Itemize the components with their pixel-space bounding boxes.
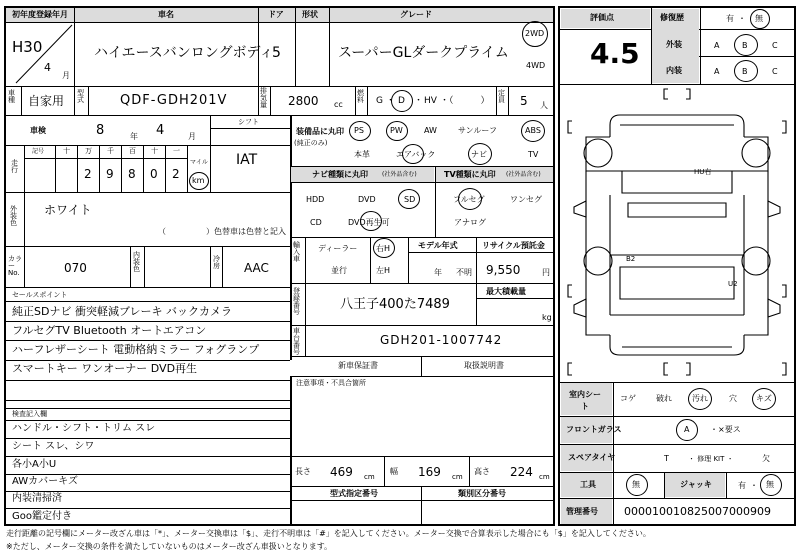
inspector-label: 検査記入欄 [12,410,47,418]
car-name-value: ハイエースバンロングボディ [94,45,274,61]
nav-hdd: HDD [306,195,325,204]
interior-a: A [714,67,720,76]
model-label: 型式 [77,89,84,104]
fuel-hv-paren: ・（ ） [440,96,490,106]
mile-label: マイル [190,159,208,166]
grade-value: スーパーGLダークプライム [338,45,509,61]
capacity-unit: 人 [540,101,548,110]
nav-sd: SD [404,195,416,204]
model-year-unit: 年 [434,268,442,277]
glass-a: A [684,425,690,434]
import-label: 輸入車 [293,241,300,263]
exterior-b: B [742,41,748,50]
height-cm: cm [539,473,550,481]
mileage-header-4: 百 [129,147,136,155]
displacement-value: 2800 [288,94,319,108]
score-label: 評価点 [590,13,614,22]
equip-leather: 本革 [354,150,370,159]
tv-fullseg: フルセグ [453,195,485,204]
repair-yes: 有 [726,14,734,23]
glass-label: フロントガラス [566,425,622,434]
inspection-year-unit: 年 [130,132,138,141]
door-label: ドア [268,10,284,19]
nav-type-sub: (社外品含む) [382,171,417,178]
length-cm: cm [364,473,375,481]
left-h: 左H [376,266,391,275]
seat-label: 室内シート [569,390,601,411]
repair-label: 修復歴 [660,13,684,22]
width-value: 169 [418,465,441,479]
km-label: km [192,176,205,185]
ac-label: 冷房 [213,255,220,270]
diagram-mark-hu: HU右 [694,168,712,176]
seat-scratch: キズ [756,394,772,403]
seat-tear: 破れ [656,394,672,403]
selling-points-label: セールスポイント [12,291,68,299]
selling-point-2: フルセグTV Bluetooth オートエアコン [12,324,207,337]
fuel-dot2: ・ [414,96,424,106]
mileage-header-sym: 記号 [32,148,45,155]
cc-unit: cc [334,100,343,109]
mileage-header-2: 万 [85,147,92,155]
ac-value: AAC [244,261,269,275]
tv-type-sub: (社外品含む) [506,171,541,178]
color-label: 外装色 [10,205,17,227]
recycle-value: 9,550 [486,263,521,277]
color-no-value: 070 [64,261,87,275]
width-cm: cm [452,473,463,481]
repair-no: 無 [755,14,763,23]
jack-yes: 有 [738,481,746,490]
equip-pw: PW [390,126,403,135]
chassis-value: GDH201-1007742 [380,333,503,347]
mileage-digit-1: 2 [84,167,92,181]
inspector-line-5: 内装清掃済 [12,493,62,504]
seat-burn: コゲ [620,394,636,403]
fuel-g: G [376,96,383,106]
spare-missing: 欠 [762,454,770,463]
height-value: 224 [510,465,533,479]
color-note: （ ）色替車は色替と記入 [158,227,286,236]
mileage-digit-2: 9 [106,167,114,181]
footer-note-1: 走行距離の記号欄にメーター改ざん車は「*」、メーター交換車は「$」、走行不明車は「#」を記入してください。メーター交換で合算表示した場合にも「$」を記入してください。 [6,529,651,538]
equip-airbag: エアバック [396,150,436,159]
right-h: 右H [376,244,391,253]
spare-repair: ・ 修理 KIT ・ [688,455,734,463]
equipment-title: 装備品に丸印 [296,127,344,136]
plate-label: 登録番号 [293,287,300,316]
usage-value: 自家用 [28,94,65,108]
seat-dirt: 汚れ [692,394,708,403]
inspector-line-3: 各小A小U [12,459,57,470]
inspector-line-1: ハンドル・シフト・トリム スレ [12,423,156,434]
import-parallel: 並行 [331,266,347,275]
inspection-year: 8 [96,123,105,138]
mileage-digit-5: 2 [172,167,180,181]
car-damage-diagram [560,85,794,380]
nav-dvdplay: DVD再生可 [348,218,390,227]
equip-sunroof: サンルーフ [458,126,497,135]
inspection-month-unit: 月 [188,132,196,141]
mileage-header-5: 十 [151,147,158,155]
height-label: 高さ [474,467,490,476]
nav-dvd: DVD [358,195,376,204]
max-load-kg: kg [542,313,552,322]
drive-2wd: 2WD [525,29,545,38]
spare-t: T [664,454,669,463]
interior-b: B [742,67,748,76]
chassis-label: 車台番号 [293,327,300,356]
max-load-label: 最大積載量 [486,287,526,296]
width-label: 幅 [390,467,398,476]
color-no-label: カラーNo. [8,255,22,277]
manual-label: 取扱説明書 [464,361,504,370]
inspector-line-6: Goo鑑定付き [12,511,72,522]
equipment-subtitle: (純正のみ) [294,139,328,147]
equip-aw: AW [424,126,437,135]
inspector-line-2: シート スレ、シワ [12,441,95,452]
footer-note-2: ※ただし、メーター交換の条件を満たしていないものはメーター改ざん車扱いとなります。 [6,542,333,551]
shift-label: シフト [238,118,259,126]
class-no-label: 類別区分番号 [458,489,506,498]
equip-abs: ABS [525,126,541,135]
inspection-label: 車検 [30,126,46,135]
inspection-month: 4 [156,123,165,138]
fuel-label: 燃料 [357,89,364,104]
mileage-header-3: 千 [107,147,114,155]
type-no-label: 型式指定番号 [330,489,378,498]
drive-4wd: 4WD [526,61,546,70]
diagram-mark-u2: U2 [728,280,738,288]
repair-sep: ・ [738,14,746,23]
shape-label: 形状 [302,10,318,19]
usage-label: 車種 [8,89,15,104]
mileage-header-1: 十 [63,147,70,155]
warranty-label: 新車保証書 [338,361,378,370]
import-dealer: ディーラー [318,244,358,253]
plate-value: 八王子400た7489 [340,297,450,312]
length-label: 長さ [295,467,311,476]
shift-value: IAT [236,152,258,168]
equip-tv: TV [528,150,539,159]
exterior-label: 外装 [666,40,682,49]
selling-point-1: 純正SDナビ 衝突軽減ブレーキ バックカメラ [12,305,233,318]
interior-label: 内装 [666,66,682,75]
door-count: 5 [272,45,281,61]
equip-ps: PS [354,126,364,135]
first-reg-year: H30 [12,38,43,56]
jack-label: ジャッキ [680,480,712,489]
displacement-label: 排気量 [260,87,267,109]
mileage-digit-4: 0 [150,167,158,181]
seat-hole: 穴 [729,394,737,403]
color-value: ホワイト [44,203,92,217]
exterior-a: A [714,41,720,50]
inspector-line-4: AWカバーキズ [12,476,78,487]
model-value: QDF-GDH201V [120,93,228,108]
model-year-unknown: 不明 [456,268,472,277]
mileage-digit-3: 8 [128,167,136,181]
exterior-c: C [772,41,778,50]
recycle-yen: 円 [542,268,550,277]
tv-analog: アナログ [454,218,486,227]
interior-color-label: 内装色 [133,251,140,273]
month-unit: 月 [62,71,70,80]
nav-type-title: ナビ種類に丸印 [312,170,368,179]
jack-dot: ・ [750,481,758,490]
capacity-label: 定員 [498,89,505,104]
notes-label: 注意事項・不具合箇所 [296,379,366,387]
fuel-hv: HV [424,96,437,106]
recycle-label: リサイクル預託金 [482,241,545,250]
car-name-label: 車名 [158,10,174,19]
model-year-label: モデル年式 [418,241,458,250]
fuel-d: D [398,96,405,106]
grade-label: グレード [400,10,432,19]
equip-navi: ナビ [471,150,487,159]
first-reg-label: 初年度登録年月 [12,10,68,19]
mgmt-value: 000010010825007000909 [624,505,771,518]
mileage-label: 走行 [11,159,18,174]
jack-no: 無 [766,480,774,489]
tools-value: 無 [632,480,640,489]
fuel-dot: ・ [386,96,396,106]
length-value: 469 [330,465,353,479]
first-reg-month: 4 [44,61,51,74]
capacity-value: 5 [520,94,528,108]
score-value: 4.5 [590,37,640,70]
spare-label: スペアタイヤ [568,453,616,462]
nav-cd: CD [310,218,322,227]
diagram-mark-b2: B2 [626,255,636,263]
interior-c: C [772,67,778,76]
tv-type-title: TV種類に丸印 [444,170,496,179]
tools-label: 工具 [580,480,596,489]
mileage-header-6: 一 [173,147,180,155]
mgmt-label: 管理番号 [566,507,598,516]
tv-oneseg: ワンセグ [510,195,542,204]
selling-point-4: スマートキー ワンオーナー DVD再生 [12,362,198,375]
glass-needs: ・×要ス [710,425,741,434]
selling-point-3: ハーフレザーシート 電動格納ミラー フォグランプ [12,343,260,356]
